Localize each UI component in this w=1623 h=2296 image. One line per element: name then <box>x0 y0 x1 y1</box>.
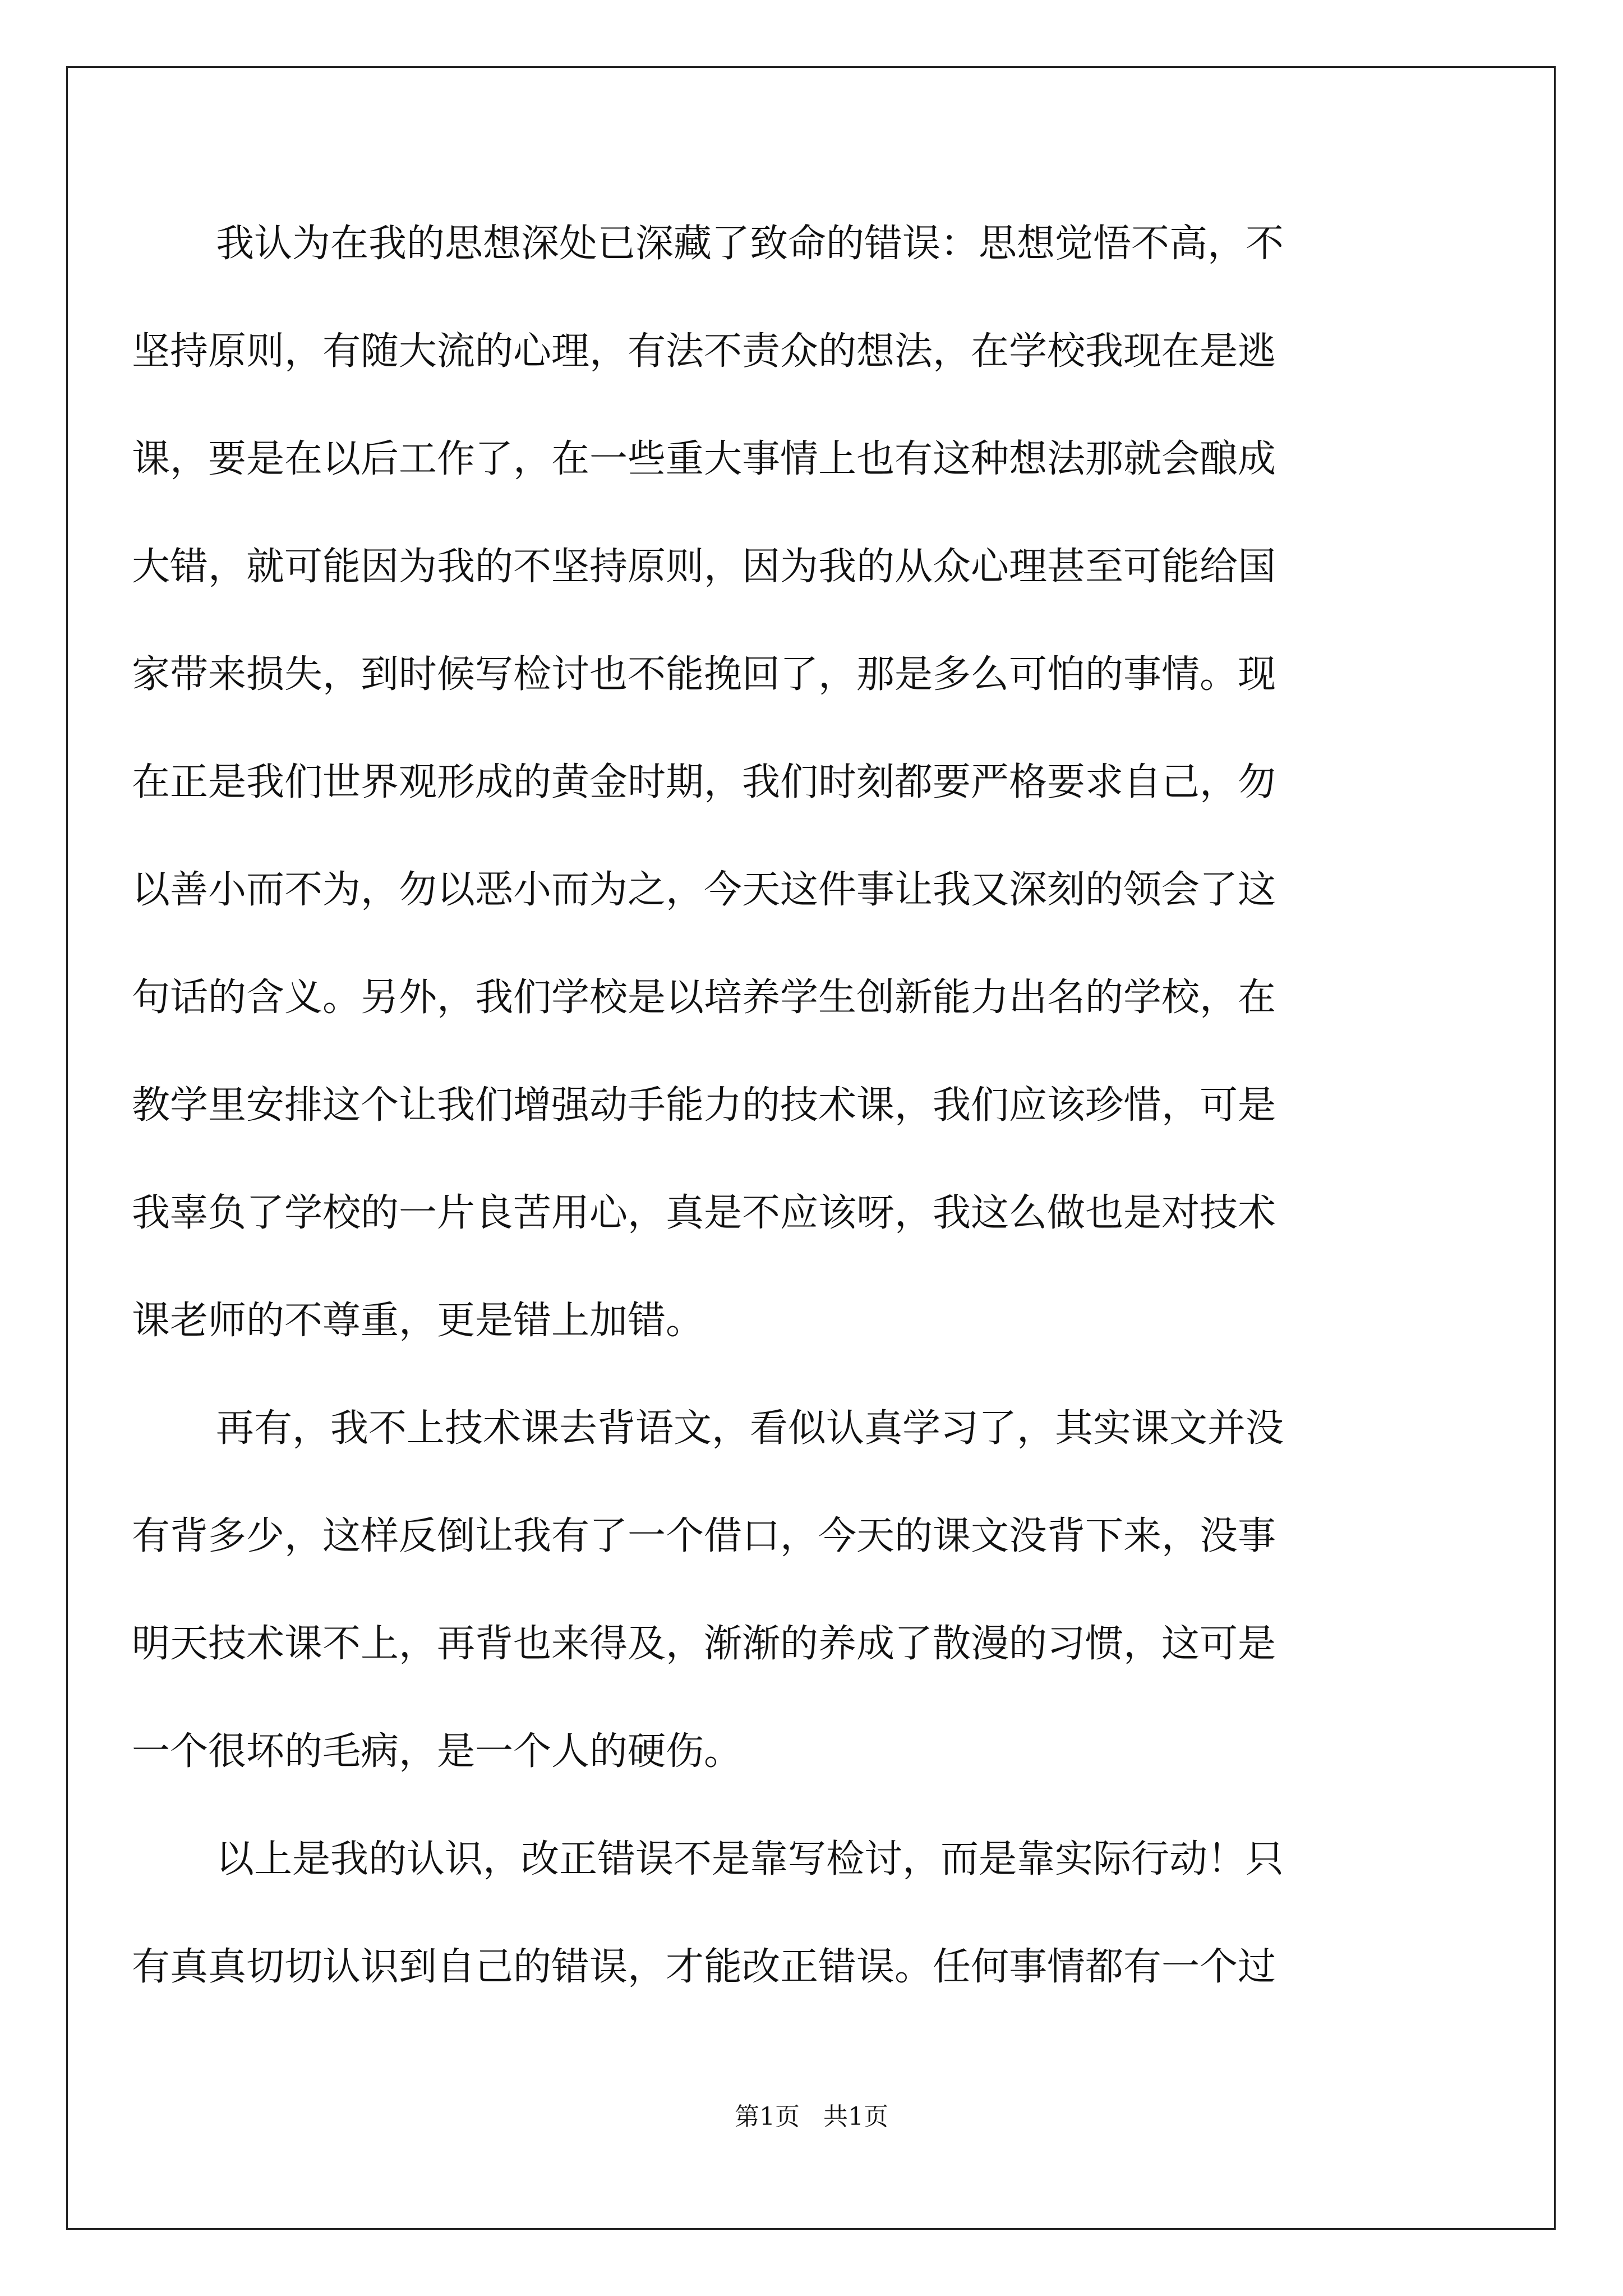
text-line: 有真真切切认识到自己的错误，才能改正错误。任何事情都有一个过 <box>132 1945 1276 1989</box>
text-line: 教学里安排这个让我们增强动手能力的技术课，我们应该珍惜，可是 <box>132 1083 1276 1128</box>
document-body <box>132 210 1475 2041</box>
text-line: 课老师的不尊重，更是错上加错。 <box>132 1299 704 1343</box>
text-line: 一个很坏的毛病，是一个人的硬伤。 <box>132 1729 743 1774</box>
text-line: 我辜负了学校的一片良苦用心，真是不应该呀，我这么做也是对技术 <box>132 1191 1276 1235</box>
text-line: 课，要是在以后工作了，在一些重大事情上也有这种想法那就会酿成 <box>132 437 1276 481</box>
text-line: 我认为在我的思想深处已深藏了致命的错误：思想觉悟不高，不 <box>216 222 1284 266</box>
text-line: 家带来损失，到时候写检讨也不能挽回了，那是多么可怕的事情。现 <box>132 652 1276 697</box>
text-line: 坚持原则，有随大流的心理，有法不责众的想法，在学校我现在是逃 <box>132 329 1276 374</box>
text-line: 句话的含义。另外，我们学校是以培养学生创新能力出名的学校，在 <box>132 976 1276 1020</box>
text-line: 明天技术课不上，再背也来得及，渐渐的养成了散漫的习惯，这可是 <box>132 1622 1276 1666</box>
text-line: 以善小而不为，勿以恶小而为之，今天这件事让我又深刻的领会了这 <box>132 868 1276 912</box>
text-line: 再有，我不上技术课去背语文，看似认真学习了，其实课文并没 <box>216 1406 1284 1451</box>
text-line: 以上是我的认识，改正错误不是靠写检讨，而是靠实际行动！只 <box>216 1837 1284 1881</box>
text-line: 有背多少，这样反倒让我有了一个借口，今天的课文没背下来，没事 <box>132 1514 1276 1558</box>
text-line: 大错，就可能因为我的不坚持原则，因为我的从众心理甚至可能给国 <box>132 545 1276 589</box>
text-line: 在正是我们世界观形成的黄金时期，我们时刻都要严格要求自己，勿 <box>132 760 1276 804</box>
page-number-footer: 第1页 共1页 <box>735 2102 888 2131</box>
